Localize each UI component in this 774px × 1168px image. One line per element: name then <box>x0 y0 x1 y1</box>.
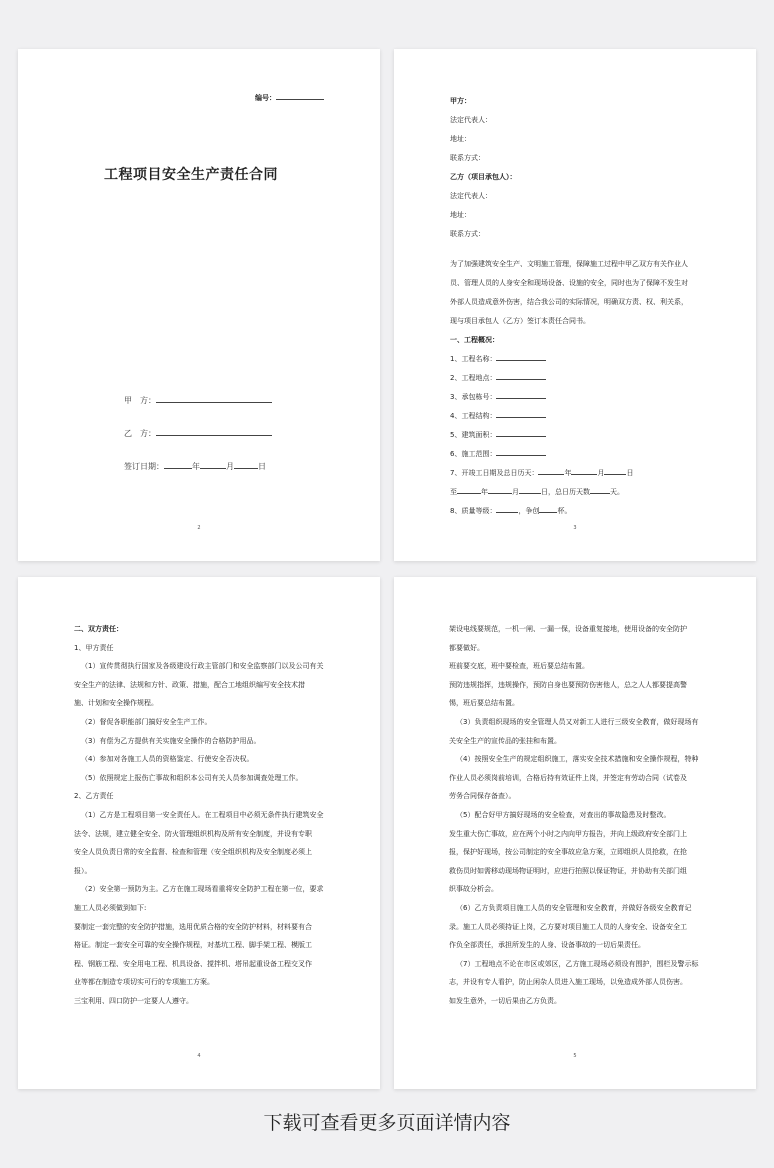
month-label: 月 <box>226 462 234 471</box>
party-a-blank <box>156 402 272 403</box>
day-label: 日 <box>258 462 266 471</box>
project-item <box>450 369 712 388</box>
text-line: 发生重大伤亡事故，应在两个小时之内向甲方报告，并向上级政府安全部门上 <box>449 829 687 838</box>
item-label: 2、工程地点： <box>450 374 497 382</box>
text-line: 1、甲方责任 <box>74 643 114 652</box>
day-label: 日，总日历天数 <box>541 488 590 496</box>
party-b-heading: 乙方（项目承包人）： <box>450 173 517 181</box>
to-label: 至 <box>450 488 457 496</box>
text-line: 二、双方责任： <box>74 625 123 633</box>
intro-line: 现与项目承包人（乙方）签订本责任合同书。 <box>450 317 590 325</box>
text-line: 预防违规指挥，违规操作，预防自身也要预防伤害他人，总之人人都要提高警 <box>449 680 687 689</box>
text-line: 劳务合同保存备查）。 <box>449 792 516 801</box>
award-blank <box>539 512 557 513</box>
text-line: 关安全生产的宣传品的张挂和布置。 <box>449 736 561 745</box>
party-b-label: 乙 方： <box>124 429 156 438</box>
item-blank <box>496 379 546 380</box>
project-item <box>450 426 712 445</box>
text-line: （1）乙方是工程项目第一安全责任人。在工程项目中必须无条件执行建筑安全 <box>81 810 324 819</box>
contract-number-label <box>255 93 324 103</box>
party-b-address: 地址： <box>450 211 471 219</box>
quality-blank <box>496 512 518 513</box>
text-line: （4）按照安全生产的规定组织施工，落实安全技术措施和安全操作规程，特种 <box>456 755 699 764</box>
month-label: 月 <box>597 469 605 477</box>
text-line: 志，并设有专人看护，防止闲杂人员进入施工现场，以免造成外部人员伤害。 <box>449 978 687 987</box>
item-blank <box>496 417 546 418</box>
year-label: 年 <box>564 469 572 477</box>
text-line: 格证。制定一套安全可靠的安全操作规程，对基坑工程、脚手架工程、模版工 <box>74 941 312 950</box>
text-line: 报）。 <box>74 866 92 875</box>
item-label: 1、工程名称： <box>450 355 497 363</box>
text-line: （4）参加对各施工人员的资格鉴定、行使安全否决权。 <box>81 755 254 764</box>
text-line: 班前要交底，班中要检查，班后要总结布置。 <box>449 662 589 671</box>
project-item-dates-end <box>450 483 712 502</box>
month-blank <box>571 474 597 475</box>
project-item-dates <box>450 464 712 483</box>
project-item <box>450 388 712 407</box>
party-a-heading: 甲方： <box>450 97 471 105</box>
text-line: 业等都在制造专项切实可行的专项施工方案。 <box>74 978 214 987</box>
document-page-responsibilities-1 <box>18 577 380 1089</box>
text-line: 救伤员时如需移动现场物证明时，应进行拍照以保证物证，并协助有关部门组 <box>449 866 687 875</box>
number-label-text: 编号： <box>255 94 276 102</box>
page-number: 2 <box>197 525 201 531</box>
day-blank <box>519 493 541 494</box>
page-number: 3 <box>573 525 577 531</box>
party-b-blank <box>156 435 272 436</box>
text-line: 作负全部责任，承担所发生的人身、设备事故的一切后果责任。 <box>449 941 645 950</box>
text-line: 安全人员负责日常的安全监督、检查和管理（安全组织机构及安全制度必须上 <box>74 848 312 857</box>
number-blank <box>276 99 324 100</box>
text-line: （2）督促各职能部门搞好安全生产工作。 <box>81 717 212 726</box>
text-line: （5）配合好甲方搞好现场的安全检查，对查出的事故隐患及时整改。 <box>456 810 671 819</box>
year-blank <box>538 474 564 475</box>
party-a-rep: 法定代表人： <box>450 116 492 124</box>
document-page-cover <box>18 49 380 561</box>
page-number: 5 <box>573 1053 577 1059</box>
party-a-address: 地址： <box>450 135 471 143</box>
project-item <box>450 407 712 426</box>
text-line: 作业人员必须岗前培训，合格后持有效证件上岗，并签定有劳动合同（试卷及 <box>449 773 687 782</box>
intro-line: 为了加强建筑安全生产、文明施工管理，保障施工过程中甲乙双方有关作业人 <box>450 260 688 268</box>
days-unit: 天。 <box>610 488 624 496</box>
text-line: 施、计划和安全操作规程。 <box>74 699 158 708</box>
month-label: 月 <box>512 488 519 496</box>
item-label: 3、承包栋号： <box>450 393 497 401</box>
download-caption[interactable]: 下载可查看更多页面详情内容 <box>263 1112 511 1134</box>
item-label: 8、质量等级： <box>450 507 497 515</box>
project-item <box>450 350 712 369</box>
project-item <box>450 445 712 464</box>
year-blank <box>457 493 481 494</box>
text-line: 都要做好。 <box>449 643 484 652</box>
text-line: 录。施工人员必须持证上岗，乙方要对项目施工人员的人身安全、设备安全工 <box>449 922 687 931</box>
text-line: （1）宣传贯彻执行国家及各级建设行政主管部门和安全监察部门以及公司有关 <box>81 662 324 671</box>
section-heading: 一、工程概况： <box>450 336 499 344</box>
party-b-rep: 法定代表人： <box>450 192 492 200</box>
party-a-contact: 联系方式： <box>450 154 485 162</box>
month-blank <box>200 468 226 469</box>
text-line: 惕，班后要总结布置。 <box>449 699 519 708</box>
text-line: （3）负责组织现场的安全管理人员又对新工人进行三级安全教育，做好现场有 <box>456 717 699 726</box>
text-line: 要制定一套完整的安全防护措施，选用优质合格的安全防护材料，材料要有合 <box>74 922 312 931</box>
month-blank <box>488 493 512 494</box>
party-b-contact: 联系方式： <box>450 230 485 238</box>
page-body <box>450 92 712 521</box>
item-blank <box>496 436 546 437</box>
year-label: 年 <box>481 488 488 496</box>
text-line: （3）有偿为乙方提供有关实施安全操作的合格防护用品。 <box>81 736 261 745</box>
text-line: 如发生意外，一切后果由乙方负责。 <box>449 996 561 1005</box>
year-blank <box>164 468 192 469</box>
party-a-line <box>124 395 272 406</box>
item-blank <box>496 398 546 399</box>
sign-date-line <box>124 461 266 472</box>
text-line: 安全生产的法律、法规和方针、政策、措施，配合工地组织编写安全技术措 <box>74 680 305 689</box>
text-line: （2）安全第一预防为主。乙方在施工现场看重将安全防护工程在第一位，要求 <box>81 885 324 894</box>
document-page-responsibilities-2 <box>394 577 756 1089</box>
item-label: 7、开竣工日期及总日历天： <box>450 469 539 477</box>
party-b-line <box>124 428 272 439</box>
page-body <box>74 620 334 1010</box>
text-line: （6）乙方负责项目施工人员的安全管理和安全教育，并做好各级安全教育记 <box>456 903 692 912</box>
award-unit: 杯。 <box>557 507 572 515</box>
text-line: 织事故分析会。 <box>449 885 498 894</box>
item-blank <box>496 360 546 361</box>
year-label: 年 <box>192 462 200 471</box>
text-line: 程、钢筋工程、安全用电工程、机具设备、搅拌机、塔吊起重设备工程交叉作 <box>74 959 312 968</box>
text-line: （5）依照规定上报伤亡事故和组织本公司有关人员参加调查处理工作。 <box>81 773 303 782</box>
day-blank <box>604 474 626 475</box>
text-line: 施工人员必须做到如下: <box>74 903 147 912</box>
intro-line: 员、管理人员的人身安全和现场设备、设施的安全，同时也为了保障不发生对 <box>450 279 688 287</box>
total-days-blank <box>590 493 610 494</box>
text-line: 报，保护好现场，按公司制定的安全事故应急方案，立即组织人员抢救，在抢 <box>449 848 687 857</box>
text-line: 架设电线要规范，一机一闸、一漏一保，设备重复接地，使用设备的安全防护 <box>449 625 687 633</box>
item-label: 5、建筑面积： <box>450 431 497 439</box>
text-line: 2、乙方责任 <box>74 792 114 801</box>
day-blank <box>234 468 258 469</box>
text-line: （7）工程地点不论在市区或郊区，乙方施工现场必须设有围护，围栏及警示标 <box>456 959 699 968</box>
project-item-quality <box>450 502 712 521</box>
aim-label: ，争创 <box>518 507 540 515</box>
document-page-parties <box>394 49 756 561</box>
text-line: 法令、法规，建立健全安全、防火管理组织机构及所有安全制度，并设有专职 <box>74 829 312 838</box>
item-label: 6、施工范围： <box>450 450 497 458</box>
document-title: 工程项目安全生产责任合同 <box>104 167 278 183</box>
intro-line: 外部人员造成意外伤害，结合我公司的实际情况，明确双方责、权、利关系， <box>450 298 688 306</box>
party-a-label: 甲 方： <box>124 396 156 405</box>
sign-date-label: 签订日期： <box>124 462 164 471</box>
item-label: 4、工程结构： <box>450 412 497 420</box>
item-blank <box>496 455 546 456</box>
day-label: 日 <box>626 469 634 477</box>
text-line: 三宝利用、四口防护一定要人人遵守。 <box>74 996 193 1005</box>
page-body <box>449 620 711 1010</box>
page-number: 4 <box>197 1053 201 1059</box>
